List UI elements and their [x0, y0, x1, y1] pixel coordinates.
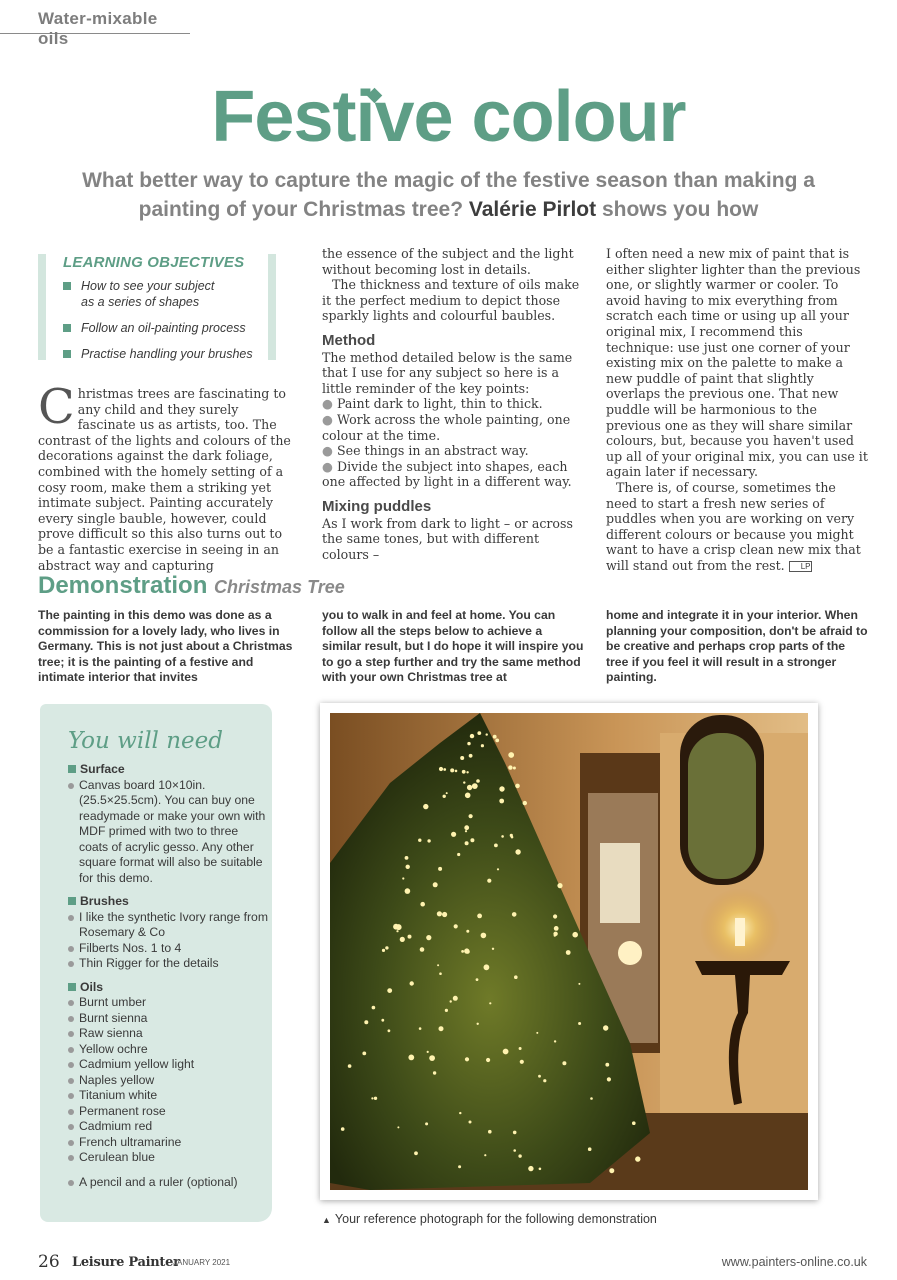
fairy-light	[484, 964, 490, 970]
fairy-light	[512, 912, 517, 917]
objective-item	[63, 346, 253, 362]
category-heading	[68, 762, 268, 778]
drop-cap: C	[38, 379, 75, 435]
fairy-light	[488, 1130, 492, 1134]
fairy-light	[486, 1058, 490, 1062]
fairy-light	[528, 1166, 533, 1171]
objective-line: Follow an oil-painting process	[81, 321, 246, 335]
square-bullet-icon	[68, 897, 76, 905]
fairy-light	[437, 964, 439, 966]
fairy-light	[477, 731, 481, 735]
fairy-light	[514, 975, 518, 979]
fairy-light	[341, 1127, 345, 1131]
fairy-light	[405, 888, 411, 894]
fairy-light	[455, 770, 458, 773]
method-bullet	[322, 443, 580, 459]
standfirst-tail: shows you how	[601, 198, 759, 221]
fairy-light	[425, 1122, 428, 1125]
photo-caption	[322, 1212, 657, 1226]
fairy-light	[493, 735, 497, 739]
material-item: Raw sienna	[68, 1026, 268, 1042]
fairy-light	[590, 1097, 593, 1100]
fairy-light	[469, 814, 473, 818]
paragraph: As I work from dark to light – or across the same tones, but with different colours –	[322, 515, 573, 562]
fairy-light	[470, 838, 474, 842]
bullet-dot-icon: ●	[322, 443, 333, 459]
paragraph: the essence of the subject and the light without becoming lost in details.	[322, 246, 574, 277]
fairy-light	[466, 950, 470, 954]
fairy-light	[454, 924, 458, 928]
fairy-light	[477, 1023, 479, 1025]
fairy-light	[443, 768, 446, 771]
christmas-tree-photo-illustration	[330, 713, 808, 1190]
material-item: French ultramarine	[68, 1135, 268, 1151]
fairy-light	[414, 1151, 418, 1155]
fairy-light	[450, 768, 454, 772]
fairy-light	[486, 733, 488, 735]
material-item: Cerulean blue	[68, 1150, 268, 1166]
reference-photo-frame	[320, 703, 818, 1200]
material-item: Thin Rigger for the details	[68, 956, 268, 972]
fairy-light	[494, 844, 498, 848]
fairy-light	[523, 801, 527, 805]
demo-intro-1: The painting in this demo was done as a commission for a lovely lady, who lives in Germany. This is not just about a Christmas tree; it is the painting of a festive and intimate interior that invites	[38, 608, 293, 685]
bullet-dot-icon: ●	[322, 458, 333, 474]
fairy-light	[445, 1009, 448, 1012]
fairy-light	[385, 946, 388, 949]
fairy-light	[364, 1020, 368, 1024]
fairy-light	[513, 1131, 517, 1135]
fairy-light	[418, 839, 421, 842]
fairy-light	[387, 988, 392, 993]
bullet-text: Work across the whole painting, one colour at the time.	[322, 411, 571, 443]
paragraph	[606, 480, 868, 574]
fairy-light	[466, 771, 468, 773]
material-item: Filberts Nos. 1 to 4	[68, 941, 268, 957]
fairy-light	[499, 799, 504, 804]
fairy-light	[397, 1126, 399, 1128]
fairy-light	[508, 765, 512, 769]
fairy-light	[374, 1097, 377, 1100]
method-heading: Method	[322, 331, 376, 349]
fairy-light	[459, 1112, 461, 1114]
fairy-light	[467, 742, 470, 745]
fairy-light	[554, 1040, 556, 1042]
you-will-need-box	[40, 704, 272, 1222]
fairy-light	[464, 825, 469, 830]
fairy-light	[419, 1027, 422, 1030]
fairy-light	[469, 1121, 472, 1124]
fairy-light	[458, 1165, 461, 1168]
fairy-light	[465, 793, 471, 799]
material-item: Burnt umber	[68, 995, 268, 1011]
fairy-light	[426, 935, 431, 940]
fairy-light	[469, 754, 473, 758]
fairy-light	[588, 1147, 592, 1151]
learning-objectives-heading: LEARNING OBJECTIVES	[63, 254, 245, 271]
body-column-1	[38, 379, 296, 573]
objective-line: Practise handling your brushes	[81, 347, 253, 361]
author-name: Valérie Pirlot	[468, 198, 597, 221]
fairy-light	[438, 867, 442, 871]
fairy-light	[408, 935, 412, 939]
mixing-puddles-heading: Mixing puddles	[322, 497, 432, 515]
caption-text: Your reference photograph for the following demonstration	[334, 1212, 657, 1226]
article-title: Festive colour	[211, 77, 686, 157]
fairy-light	[632, 1121, 636, 1125]
bullet-text: Paint dark to light, thin to thick.	[337, 396, 543, 412]
bullet-dot-icon: ●	[322, 396, 333, 412]
fairy-light	[439, 767, 443, 771]
triangle-up-icon: ▲	[322, 1215, 331, 1225]
fairy-light	[605, 1063, 609, 1067]
materials-list	[68, 762, 268, 1190]
fairy-light	[402, 877, 404, 879]
box-rule-left	[38, 254, 46, 360]
material-item: Cadmium yellow light	[68, 1057, 268, 1073]
fairy-light	[578, 983, 580, 985]
fairy-light	[442, 912, 447, 917]
fairy-light	[476, 978, 479, 981]
fairy-light	[382, 949, 385, 952]
fairy-light	[372, 1006, 376, 1010]
fairy-light	[429, 1055, 435, 1061]
fairy-light	[453, 996, 458, 1001]
category-label: Brushes	[80, 894, 129, 908]
fairy-light	[465, 841, 469, 845]
material-item: Cadmium red	[68, 1119, 268, 1135]
fairy-light	[443, 795, 446, 798]
fairy-light	[437, 911, 442, 916]
fairy-light	[420, 947, 425, 952]
objective-item	[63, 278, 214, 310]
fairy-light	[553, 914, 557, 918]
fairy-light	[508, 752, 514, 758]
fairy-light	[562, 1061, 566, 1065]
category-label: Surface	[80, 762, 125, 776]
learning-objectives-box	[38, 252, 278, 362]
fairy-light	[433, 882, 438, 887]
fairy-light	[362, 1052, 366, 1056]
method-bullet	[322, 396, 580, 412]
fairy-light	[503, 1049, 509, 1055]
fairy-light	[466, 930, 469, 933]
material-item: Canvas board 10×10in. (25.5×25.5cm). You can buy one readymade or make your own with MDF primed with two to three coats of acrylic gesso. Any other square format will also be suitable for this demo.	[68, 778, 268, 887]
fairy-light	[420, 902, 425, 907]
objective-line: How to see your subject	[81, 279, 215, 293]
section-tag-label: Water-mixable oils	[38, 9, 158, 48]
fairy-light	[539, 1168, 542, 1171]
fairy-light	[635, 1156, 640, 1161]
fairy-light	[566, 950, 571, 955]
issue-date: JANUARY 2021	[173, 1258, 231, 1267]
fairy-light	[603, 1025, 608, 1030]
objective-line: as a series of shapes	[81, 295, 200, 309]
fairy-light	[400, 937, 405, 942]
demo-intro-3: home and integrate it in your interior. When planning your composition, don't be afraid to be creative and perhaps crop parts of the tree if you feel it will result in a stronger painting.	[606, 608, 868, 685]
fairy-light	[520, 1060, 524, 1064]
fairy-light	[405, 856, 409, 860]
fairy-light	[536, 1032, 538, 1034]
material-item: A pencil and a ruler (optional)	[68, 1175, 268, 1191]
fairy-light	[554, 934, 556, 936]
fairy-light	[543, 1079, 546, 1082]
material-item: Naples yellow	[68, 1073, 268, 1089]
bullet-dot-icon: ●	[322, 411, 333, 427]
fairy-light	[396, 930, 398, 932]
fairy-light	[497, 868, 499, 870]
standfirst	[60, 166, 837, 224]
standfirst-text: What better way to capture the magic of the festive season than making a painting of your Christmas tree?	[82, 169, 815, 221]
fairy-light	[481, 933, 487, 939]
fairy-light	[492, 948, 494, 950]
page-number: 26	[38, 1252, 60, 1272]
fairy-light	[513, 767, 516, 770]
fairy-light	[457, 853, 460, 856]
fairy-light	[481, 744, 484, 747]
fairy-light	[495, 739, 499, 743]
fairy-light	[406, 865, 410, 869]
fairy-light	[423, 804, 428, 809]
fairy-light	[554, 926, 559, 931]
fairy-light	[572, 932, 578, 938]
fairy-light	[510, 834, 513, 837]
magazine-name: Leisure Painter	[72, 1255, 180, 1270]
fairy-light	[476, 779, 480, 783]
fairy-light	[515, 849, 520, 854]
fairy-light	[487, 879, 491, 883]
bullet-text: See things in an abstract way.	[337, 443, 529, 459]
square-bullet-icon	[63, 350, 71, 358]
square-bullet-icon	[63, 324, 71, 332]
paragraph: The thickness and texture of oils make it the perfect medium to depict those sparkly lights and colourful baubles.	[322, 277, 580, 324]
fairy-light	[477, 914, 482, 919]
demo-intro-2: you to walk in and feel at home. You can follow all the steps below to achieve a similar result, but I do hope it will inspire you to go a step further and try the same method with your own Christmas tree at	[322, 608, 584, 685]
fairy-light	[381, 1019, 384, 1022]
square-bullet-icon	[68, 983, 76, 991]
square-bullet-icon	[68, 765, 76, 773]
demonstration-title: Demonstration	[38, 572, 208, 599]
fairy-light	[484, 1154, 486, 1156]
fairy-light	[499, 786, 504, 791]
bullet-text: Divide the subject into shapes, each one affected by light in a different way.	[322, 458, 572, 490]
paragraph: I often need a new mix of paint that is either slighter lighter than the previous one, or slightly warmer or cooler. To avoid having to mix everything from scratch each time or using up all your original mix, I recommend this technique: use just one corner of your existing mix on the palette to make a new puddle of paint that slightly overlaps the previous one. That new puddle will be harmonious to the previous one as they will share similar colours, but, because you haven't used up all of your original mix, you can use it again later if necessary.	[606, 246, 868, 480]
objective-item	[63, 320, 246, 336]
fairy-light	[518, 1154, 521, 1157]
demonstration-subtitle: Christmas Tree	[214, 577, 345, 597]
section-tag	[0, 8, 190, 48]
fairy-light	[446, 792, 448, 794]
material-item: I like the synthetic Ivory range from Rosemary & Co	[68, 910, 268, 941]
fairy-light	[578, 1022, 581, 1025]
fairy-light	[515, 784, 520, 789]
fairy-light	[460, 756, 464, 760]
fairy-light	[519, 1047, 522, 1050]
fairy-light	[465, 1057, 469, 1061]
square-bullet-icon	[63, 282, 71, 290]
material-item: Yellow ochre	[68, 1042, 268, 1058]
fairy-light	[513, 1149, 516, 1152]
fairy-light	[450, 1000, 452, 1002]
fairy-light	[472, 783, 478, 789]
demonstration-heading	[38, 572, 345, 600]
fairy-light	[463, 781, 465, 783]
fairy-light	[607, 1077, 611, 1081]
fairy-light	[461, 950, 464, 953]
fairy-light	[388, 1029, 391, 1032]
fairy-light	[427, 839, 430, 842]
fairy-light	[410, 981, 414, 985]
fairy-light	[451, 832, 456, 837]
you-will-need-heading: You will need	[68, 728, 223, 754]
fairy-light	[371, 1097, 373, 1099]
method-bullet	[322, 412, 580, 443]
website-link[interactable]: www.painters-online.co.uk	[721, 1255, 867, 1269]
paragraph-text: There is, of course, sometimes the need to start a fresh new series of puddles when you are working on very different colours or because you might want to have a crisp clean new mix that will stand out from the rest.	[606, 479, 861, 573]
body-column-3	[606, 246, 868, 573]
fairy-light	[439, 972, 442, 975]
material-item: Titanium white	[68, 1088, 268, 1104]
material-item: Permanent rose	[68, 1104, 268, 1120]
end-mark: LP	[789, 561, 813, 572]
reference-photo	[330, 713, 808, 1190]
fairy-light	[408, 1055, 414, 1061]
method-bullet	[322, 459, 580, 490]
fairy-light	[557, 883, 562, 888]
fairy-light	[467, 785, 472, 790]
category-heading	[68, 980, 268, 996]
paragraph: hristmas trees are fascinating to any child and they surely fascinate us as artists, too. The contrast of the lights and colours of the decorations against the dark foliage, combined with the homely setting of a cosy room, make them a striking yet intimate subject. Painting accurately every single bauble, however, could prove difficult so this also turns out to be a fantastic exercise in seeing in an abstract way and capturing	[38, 386, 291, 573]
fairy-light	[348, 1064, 352, 1068]
category-heading	[68, 894, 268, 910]
category-label: Oils	[80, 979, 104, 994]
fairy-light	[427, 1051, 429, 1053]
paragraph: The method detailed below is the same that I use for any subject so here is a little reminder of the key points:	[322, 349, 573, 396]
fairy-light	[465, 830, 467, 832]
fairy-light	[538, 1075, 541, 1078]
fairy-light	[501, 835, 504, 838]
fairy-light	[470, 734, 474, 738]
fairy-light	[433, 1071, 436, 1074]
fairy-light	[609, 1168, 614, 1173]
fairy-light	[462, 770, 466, 774]
body-column-2	[322, 246, 580, 562]
box-rule-right	[268, 254, 276, 360]
fairy-light	[393, 924, 399, 930]
fairy-light	[489, 1002, 491, 1004]
material-item: Burnt sienna	[68, 1011, 268, 1027]
fairy-light	[439, 1026, 444, 1031]
